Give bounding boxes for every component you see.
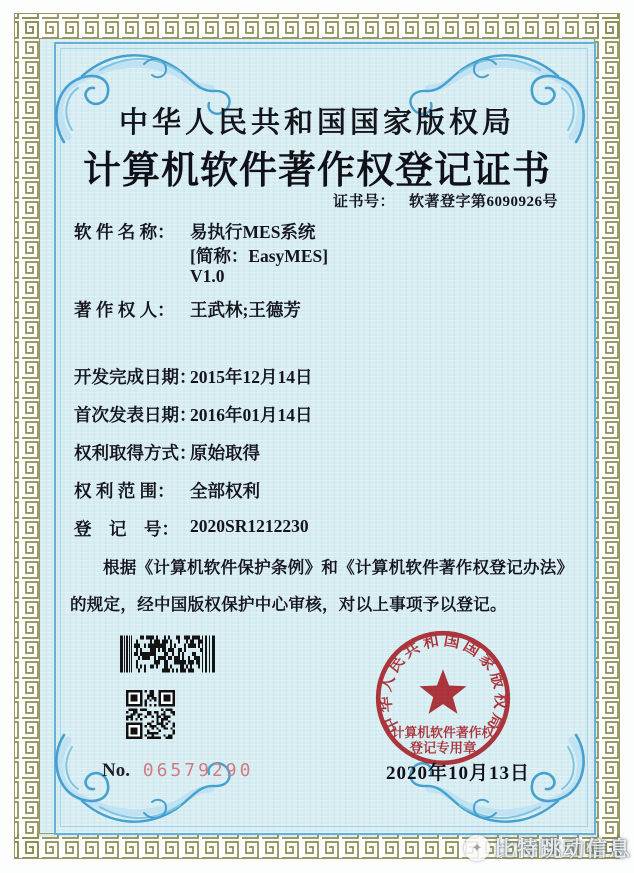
watermark-logo-icon: ✦ (464, 835, 490, 861)
field-right-scope (74, 478, 260, 503)
seal-ring-text: 中华人民共和国国家版权局 (376, 631, 510, 736)
watermark-text: 比特跳动信息 (494, 838, 632, 861)
copyright-owner-value: 王武林;王德芳 (190, 300, 301, 320)
software-name-line3: V1.0 (190, 266, 225, 286)
certificate-number-line (333, 190, 558, 211)
software-name-label: 软 件 名 称： (74, 222, 175, 242)
issue-date: 2020年10月13日 (386, 763, 531, 784)
certificate-number-value: 软著登字第6090926号 (408, 194, 558, 210)
field-copyright-owner (74, 297, 301, 322)
first-publish-date-label: 首次发表日期： (74, 405, 197, 425)
right-scope-value: 全部权利 (190, 481, 260, 501)
software-name-line1: 易执行MES系统 (190, 222, 316, 242)
seal-text-line1: 计算机软件著作权 (391, 726, 495, 741)
field-first-publish-date (74, 402, 313, 427)
registration-no-value: 2020SR1212230 (190, 516, 309, 536)
right-acquire-method-value: 原始取得 (190, 443, 260, 463)
software-name-line2: [简称：EasyMES] (190, 246, 329, 266)
seal-text-line2: 登记专用章 (409, 740, 477, 756)
right-acquire-method-label: 权利取得方式： (74, 443, 197, 463)
serial-number: 06579290 (142, 760, 254, 781)
certificate-title: 计算机软件著作权登记证书 (82, 150, 551, 192)
serial-number-line (102, 760, 253, 782)
field-right-acquire-method (74, 440, 260, 465)
field-registration-no (74, 516, 309, 541)
serial-prefix: No. (102, 760, 130, 781)
official-seal (371, 626, 515, 770)
seal-star-icon (420, 669, 467, 714)
field-dev-complete-date (74, 364, 313, 389)
dev-complete-date-value: 2015年12月14日 (190, 367, 313, 387)
field-software-name (74, 219, 190, 244)
copyright-owner-label: 著 作 权 人： (74, 300, 175, 320)
registration-no-label: 登 记 号： (74, 519, 179, 539)
barcode (120, 635, 216, 673)
certificate-number-label: 证书号： (332, 194, 395, 210)
first-publish-date-value: 2016年01月14日 (190, 405, 313, 425)
registration-statement: 根据《计算机软件保护条例》和《计算机软件著作权登记办法》的规定，经中国版权保护中心审核，对以上事项予以登记。 (70, 558, 566, 614)
right-scope-label: 权 利 范 围： (74, 481, 175, 501)
issuing-authority: 中华人民共和国国家版权局 (118, 107, 515, 139)
dev-complete-date-label: 开发完成日期： (74, 367, 197, 387)
qr-code (126, 690, 175, 739)
